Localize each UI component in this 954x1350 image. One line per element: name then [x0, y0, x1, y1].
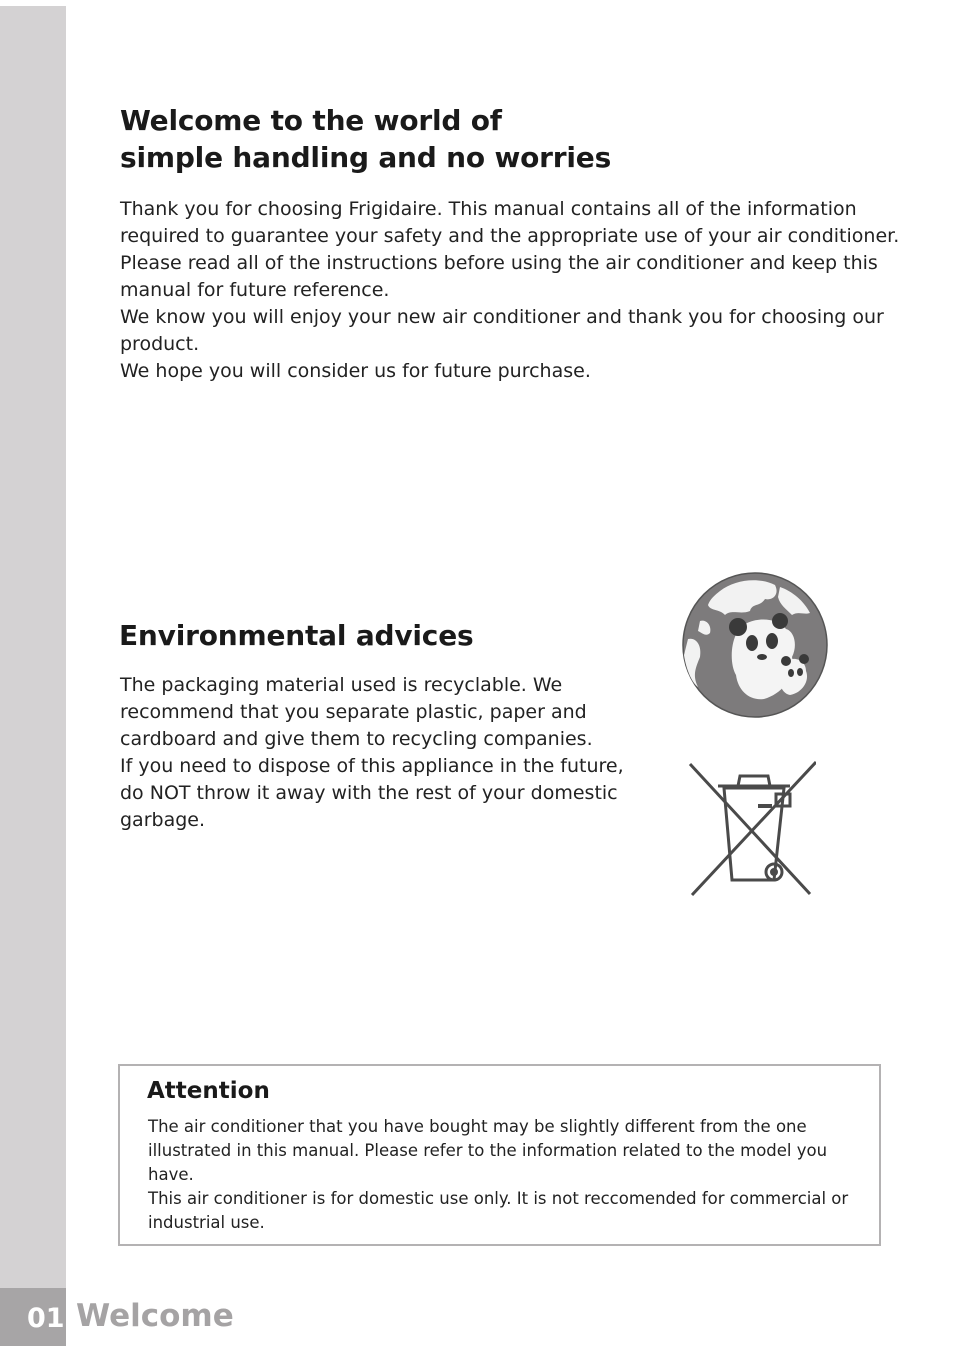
intro-paragraph: Thank you for choosing Frigidaire. This manual contains all of the information required to guarantee your safety and the appropriate use of your air conditioner.	[120, 198, 900, 247]
section-title: Welcome	[76, 1298, 234, 1334]
environment-text	[120, 672, 650, 834]
intro-paragraph: We hope you will consider us for future purchase.	[120, 360, 591, 382]
attention-paragraph: The air conditioner that you have bought may be slightly different from the one illustrated in this manual. Please refer to the information related to the model you have.	[148, 1117, 828, 1184]
sidebar-strip	[0, 6, 66, 1346]
page-number: 01	[27, 1303, 65, 1334]
environment-heading: Environmental advices	[119, 619, 474, 652]
attention-heading: Attention	[147, 1078, 270, 1104]
intro-paragraph: We know you will enjoy your new air conditioner and thank you for choosing our product.	[120, 306, 884, 355]
attention-paragraph: This air conditioner is for domestic use only. It is not reccomended for commercial or industrial use.	[148, 1189, 849, 1232]
attention-box	[118, 1064, 881, 1246]
page-title-line-2: simple handling and no worries	[120, 141, 612, 174]
environment-paragraph: If you need to dispose of this appliance in the future, do NOT throw it away with the rest of your domestic garbage.	[120, 755, 624, 831]
intro-text	[120, 196, 910, 385]
page-title	[120, 102, 611, 176]
intro-paragraph: Please read all of the instructions before using the air conditioner and keep this manual for future reference.	[120, 252, 878, 301]
globe-panda-icon	[680, 571, 830, 721]
environment-paragraph: The packaging material used is recyclable. We recommend that you separate plastic, paper and cardboard and give them to recycling companies.	[120, 674, 593, 750]
page-title-line-1: Welcome to the world of	[120, 104, 502, 137]
crossed-out-bin-icon	[686, 760, 816, 900]
attention-text	[148, 1115, 853, 1235]
